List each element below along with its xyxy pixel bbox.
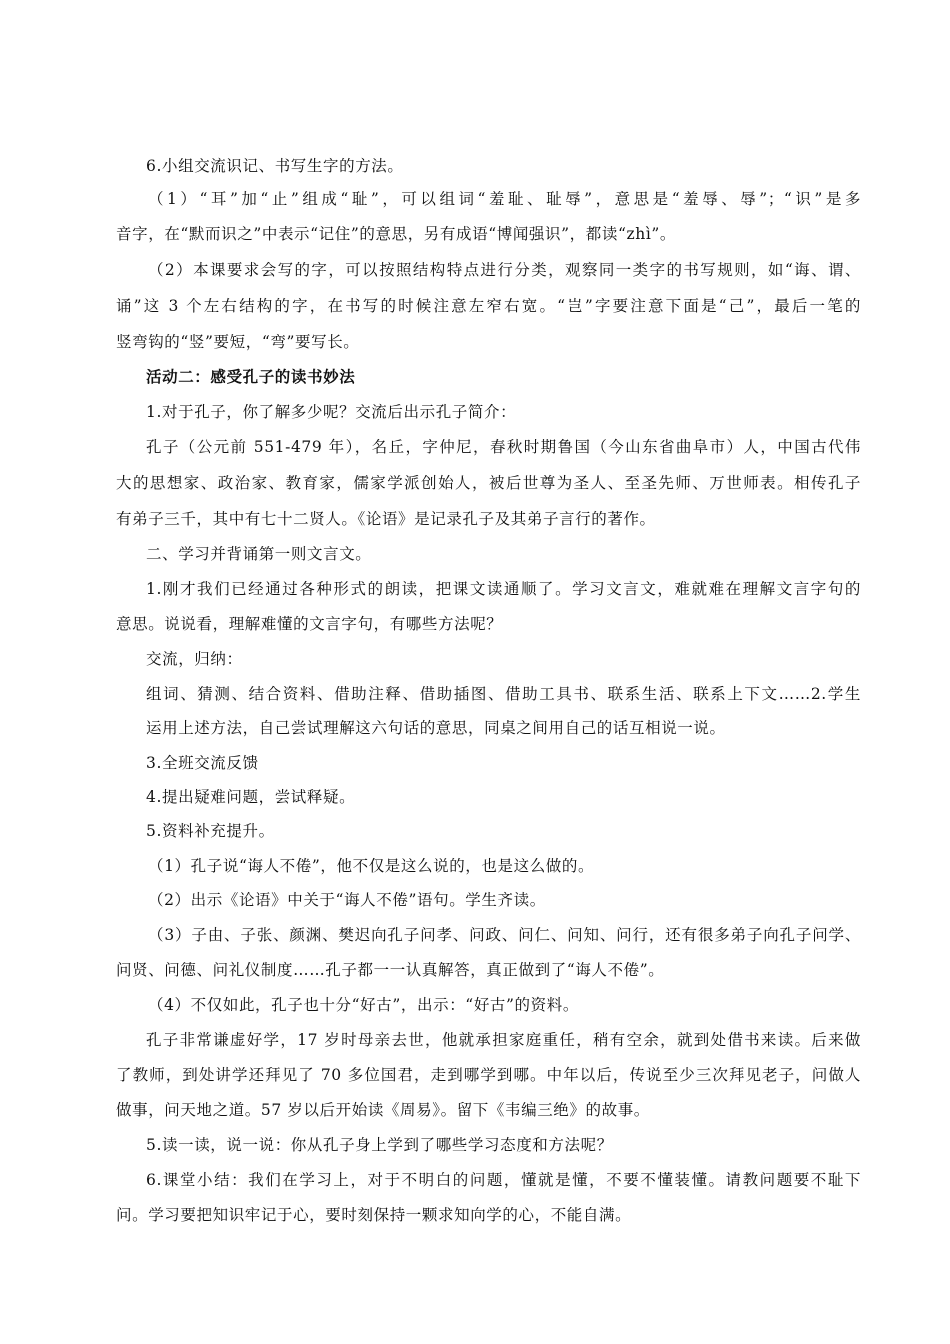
line-confucius-bio-b: 大的思想家、政治家、教育家，儒家学派创始人，被后世尊为圣人、至圣先师、万世师表。相传孔子 xyxy=(116,474,861,492)
section-two-heading: 二、学习并背诵第一则文言文。 xyxy=(146,545,372,563)
line-confucius-bio-c: 有弟子三千，其中有七十二贤人。《论语》是记录孔子及其弟子言行的著作。 xyxy=(116,510,656,528)
line-supplement-3a: （3）子由、子张、颜渊、樊迟向孔子问孝、问政、问仁、问知、问行，还有很多弟子向孔子问学、 xyxy=(148,926,861,944)
line-supplement-4: （4）不仅如此，孔子也十分“好古”，出示：“好古”的资料。 xyxy=(148,996,579,1014)
line-haogu-a: 孔子非常谦虚好学，17 岁时母亲去世，他就承担家庭重任，稍有空余，就到处借书来读。后来做 xyxy=(146,1031,861,1049)
line-study-1b: 意思。说说看，理解难懂的文言字句，有哪些方法呢？ xyxy=(116,615,503,633)
activity-two-heading: 活动二：感受孔子的读书妙法 xyxy=(146,368,356,386)
line-exchange: 交流，归纳： xyxy=(146,650,243,668)
line-confucius-bio-a: 孔子（公元前 551-479 年），名丘，字仲尼，春秋时期鲁国（今山东省曲阜市）人，中国古代伟 xyxy=(146,438,861,456)
line-method-2b: 诵”这 3 个左右结构的字，在书写的时候注意左窄右宽。“岂”字要注意下面是“己”，最后一笔的 xyxy=(116,297,861,315)
line-haogu-b: 了教师，到处讲学还拜见了 70 多位国君，走到哪学到哪。中年以后，传说至少三次拜见老子，问做人 xyxy=(116,1066,861,1084)
line-summary-a: 6.课堂小结：我们在学习上，对于不明白的问题，懂就是懂，不要不懂装懂。请教问题要不耻下 xyxy=(146,1171,861,1189)
line-haogu-c: 做事，问天地之道。57 岁以后开始读《周易》。留下《韦编三绝》的故事。 xyxy=(116,1101,650,1119)
line-feedback: 3.全班交流反馈 xyxy=(146,754,259,772)
line-method-heading: 6.小组交流识记、书写生字的方法。 xyxy=(146,157,404,175)
line-method-2a: （2）本课要求会写的字，可以按照结构特点进行分类，观察同一类字的书写规则，如“诲、谓、 xyxy=(148,261,861,279)
line-method-2c: 竖弯钩的“竖”要短，“弯”要写长。 xyxy=(116,333,360,351)
line-summary-b: 问。学习要把知识牢记于心，要时刻保持一颗求知向学的心，不能自满。 xyxy=(116,1206,632,1224)
line-supplement-3b: 问贤、问德、问礼仪制度……孔子都一一认真解答，真正做到了“诲人不倦”。 xyxy=(116,961,665,979)
line-read-discuss: 5.读一读，说一说：你从孔子身上学到了哪些学习态度和方法呢？ xyxy=(146,1136,613,1154)
line-methods-apply: 运用上述方法，自己尝试理解这六句话的意思，同桌之间用自己的话互相说一说。 xyxy=(146,719,726,737)
line-questions: 4.提出疑难问题，尝试释疑。 xyxy=(146,788,356,806)
line-supplement-2: （2）出示《论语》中关于“诲人不倦”语句。学生齐读。 xyxy=(148,891,546,909)
line-confucius-question: 1.对于孔子，你了解多少呢？交流后出示孔子简介： xyxy=(146,403,517,421)
line-supplement-1: （1）孔子说“诲人不倦”，他不仅是这么说的，也是这么做的。 xyxy=(148,857,595,875)
line-method-1a: （1）“耳”加“止”组成“耻”，可以组词“羞耻、耻辱”，意思是“羞辱、辱”；“识”是多 xyxy=(148,190,861,208)
line-methods-list: 组词、猜测、结合资料、借助注释、借助插图、借助工具书、联系生活、联系上下文……2.学生 xyxy=(146,685,861,703)
line-supplement: 5.资料补充提升。 xyxy=(146,822,275,840)
line-study-1a: 1.刚才我们已经通过各种形式的朗读，把课文读通顺了。学习文言文，难就难在理解文言字句的 xyxy=(146,580,861,598)
line-method-1b: 音字，在“默而识之”中表示“记住”的意思，另有成语“博闻强识”，都读“zhì”。 xyxy=(116,225,677,243)
